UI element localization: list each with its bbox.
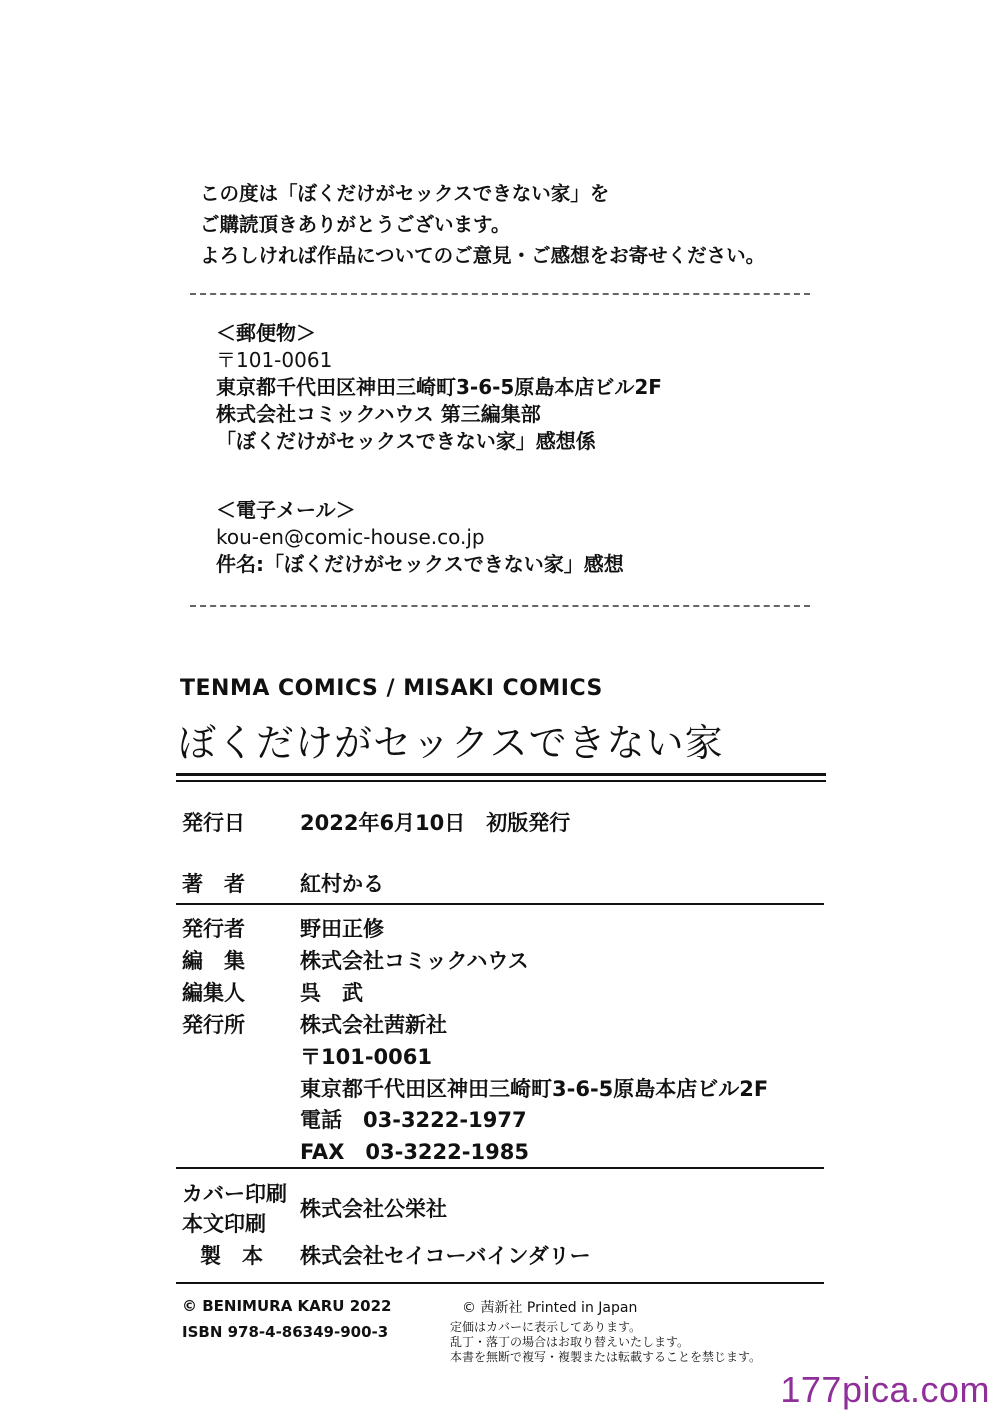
editing-label: 編 集	[182, 949, 245, 973]
intro-line-1: この度は「ぼくだけがセックスできない家」を	[200, 182, 610, 205]
author-value: 紅村かる	[300, 872, 384, 896]
title-rule-thin	[176, 780, 826, 782]
house-tel: 電話 03-3222-1977	[300, 1108, 527, 1132]
binding-label: 製 本	[200, 1244, 263, 1268]
intro-line-3: よろしければ作品についてのご意見・ご感想をお寄せください。	[200, 244, 766, 267]
mail-address: 東京都千代田区神田三崎町3-6-5原島本店ビル2F	[216, 375, 662, 399]
note-replacement: 乱丁・落丁の場合はお取り替えいたします。	[450, 1335, 690, 1349]
publisher-value: 野田正修	[300, 917, 384, 941]
publisher-label: 発行者	[182, 917, 245, 941]
title-rule	[176, 773, 826, 776]
binding-value: 株式会社セイコーバインダリー	[300, 1244, 591, 1268]
editing-value: 株式会社コミックハウス	[300, 949, 529, 973]
issue-date-label: 発行日	[182, 811, 245, 835]
editor-label: 編集人	[182, 981, 245, 1005]
house-fax: FAX 03-3222-1985	[300, 1140, 529, 1164]
copyright: © BENIMURA KARU 2022	[182, 1297, 392, 1315]
mail-block	[216, 320, 662, 455]
dashed-divider-bottom	[190, 605, 810, 607]
series-name: TENMA COMICS / MISAKI COMICS	[180, 676, 603, 701]
email-heading: ＜電子メール＞	[216, 498, 356, 522]
body-print-label: 本文印刷	[182, 1212, 266, 1236]
isbn: ISBN 978-4-86349-900-3	[182, 1323, 389, 1341]
house-value: 株式会社茜新社	[300, 1013, 447, 1037]
email-subject: 件名:「ぼくだけがセックスできない家」感想	[216, 552, 624, 576]
house-address: 東京都千代田区神田三崎町3-6-5原島本店ビル2F	[300, 1077, 769, 1101]
colophon-rule-3	[176, 1282, 824, 1284]
house-postal: 〒101-0061	[300, 1045, 432, 1069]
intro-text	[200, 178, 765, 271]
intro-line-2: ご購読頂きありがとうございます。	[200, 213, 511, 236]
book-title: ぼくだけがセックスできない家	[178, 721, 724, 765]
author-label: 著 者	[182, 872, 245, 896]
email-address: kou-en@comic-house.co.jp	[216, 525, 485, 549]
editor-value: 呉 武	[300, 981, 363, 1005]
note-copy-prohibited: 本書を無断で複写・複製または転載することを禁じます。	[450, 1350, 762, 1364]
mail-company: 株式会社コミックハウス 第三編集部	[216, 402, 541, 426]
cover-print-label: カバー印刷	[182, 1182, 287, 1206]
email-block	[216, 497, 624, 578]
footer-notes	[450, 1320, 761, 1365]
colophon-rule-2	[176, 1167, 824, 1169]
colophon-rule-1	[176, 903, 824, 905]
mail-heading: ＜郵便物＞	[216, 321, 316, 345]
publisher-mark: © 茜新社 Printed in Japan	[462, 1300, 638, 1316]
watermark: 177pica.com	[780, 1369, 990, 1410]
dashed-divider-top	[190, 293, 810, 295]
mail-postal: 〒101-0061	[216, 348, 333, 372]
mail-attn: 「ぼくだけがセックスできない家」感想係	[216, 429, 596, 453]
print-value: 株式会社公栄社	[300, 1197, 447, 1221]
issue-date-value: 2022年6月10日 初版発行	[300, 811, 571, 835]
house-label: 発行所	[182, 1013, 245, 1037]
note-price: 定価はカバーに表示してあります。	[450, 1320, 642, 1334]
